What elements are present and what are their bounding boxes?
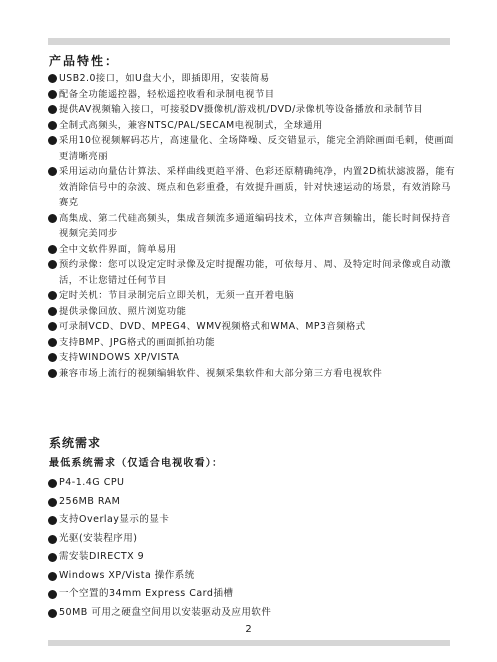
feature-item: USB2.0接口，如U盘大小，即插即用，安装简易	[48, 71, 458, 87]
bullet-icon	[48, 479, 57, 488]
requirement-item: 50MB 可用之硬盘空间用以安装驱动及应用软件	[48, 604, 458, 623]
page-number: 2	[245, 624, 252, 635]
bullet-icon	[48, 121, 57, 130]
requirement-item: 一个空置的34mm Express Card插槽	[48, 585, 458, 604]
bullet-icon	[48, 353, 57, 362]
feature-item: 可录制VCD、DVD、MPEG4、WMV视频格式和WMA、MP3音频格式	[48, 319, 458, 335]
system-requirements-heading: 系统需求	[49, 436, 102, 450]
bullet-icon	[48, 90, 57, 99]
feature-item: 全中文软件界面，简单易用	[48, 242, 458, 258]
feature-item: 全制式高频头，兼容NTSC/PAL/SECAM电视制式，全球通用	[48, 118, 458, 134]
requirement-item: 光驱(安装程序用)	[48, 530, 458, 549]
feature-item: 提供AV视频输入接口，可接驳DV摄像机/游戏机/DVD/录像机等设备播放和录制节目	[48, 102, 458, 118]
minimum-requirements-subheading: 最低系统需求（仅适合电视收看）：	[49, 458, 224, 469]
features-heading: 产品特性：	[49, 54, 120, 68]
feature-item: 支持WINDOWS XP/VISTA	[48, 350, 458, 366]
bullet-icon	[48, 307, 57, 316]
feature-item: 采用运动向量估计算法、采样曲线更趋平滑、色彩还原精确纯净，内置2D梳状滤波器，能有效消除信号中的杂波、斑点和色彩重叠，有效提升画质，针对快速运动的场景，有效消除马赛克	[48, 164, 458, 211]
feature-item: 高集成、第二代硅高频头，集成音频流多通道编码技术，立体声音频输出，能长时间保持音视频完美同步	[48, 211, 458, 242]
bullet-icon	[48, 74, 57, 83]
bullet-icon	[48, 590, 57, 599]
feature-item: 支持BMP、JPG格式的画面抓拍功能	[48, 335, 458, 351]
bullet-icon	[48, 553, 57, 562]
bullet-icon	[48, 322, 57, 331]
bottom-divider	[48, 640, 450, 646]
bullet-icon	[48, 291, 57, 300]
bullet-icon	[48, 136, 57, 145]
bullet-icon	[48, 260, 57, 269]
requirement-item: 支持Overlay显示的显卡	[48, 511, 458, 530]
bullet-icon	[48, 572, 57, 581]
bullet-icon	[48, 535, 57, 544]
top-divider	[48, 38, 450, 45]
feature-item: 预约录像：您可以设定定时录像及定时提醒功能，可依每月、周、及特定时间录像或自动激活，不让您错过任何节目	[48, 257, 458, 288]
bullet-icon	[48, 338, 57, 347]
feature-item: 兼容市场上流行的视频编辑软件、视频采集软件和大部分第三方看电视软件	[48, 366, 458, 382]
bullet-icon	[48, 609, 57, 618]
bullet-icon	[48, 167, 57, 176]
feature-item: 配备全功能遥控器，轻松遥控收看和录制电视节目	[48, 87, 458, 103]
requirement-item: Windows XP/Vista 操作系统	[48, 567, 458, 586]
feature-item: 提供录像回放、照片浏览功能	[48, 304, 458, 320]
feature-item: 采用10位视频解码芯片，高速量化、全场降噪、反交错显示，能完全消除画面毛刺，使画面更清晰亮丽	[48, 133, 458, 164]
feature-item: 定时关机：节目录制完后立即关机，无须一直开着电脑	[48, 288, 458, 304]
bullet-icon	[48, 214, 57, 223]
bullet-icon	[48, 498, 57, 507]
bullet-icon	[48, 105, 57, 114]
requirement-item: 需安装DIRECTX 9	[48, 548, 458, 567]
requirement-item: P4-1.4G CPU	[48, 474, 458, 493]
bullet-icon	[48, 245, 57, 254]
bullet-icon	[48, 516, 57, 525]
requirements-list	[48, 474, 458, 622]
features-list	[48, 71, 458, 381]
requirement-item: 256MB RAM	[48, 493, 458, 512]
bullet-icon	[48, 369, 57, 378]
